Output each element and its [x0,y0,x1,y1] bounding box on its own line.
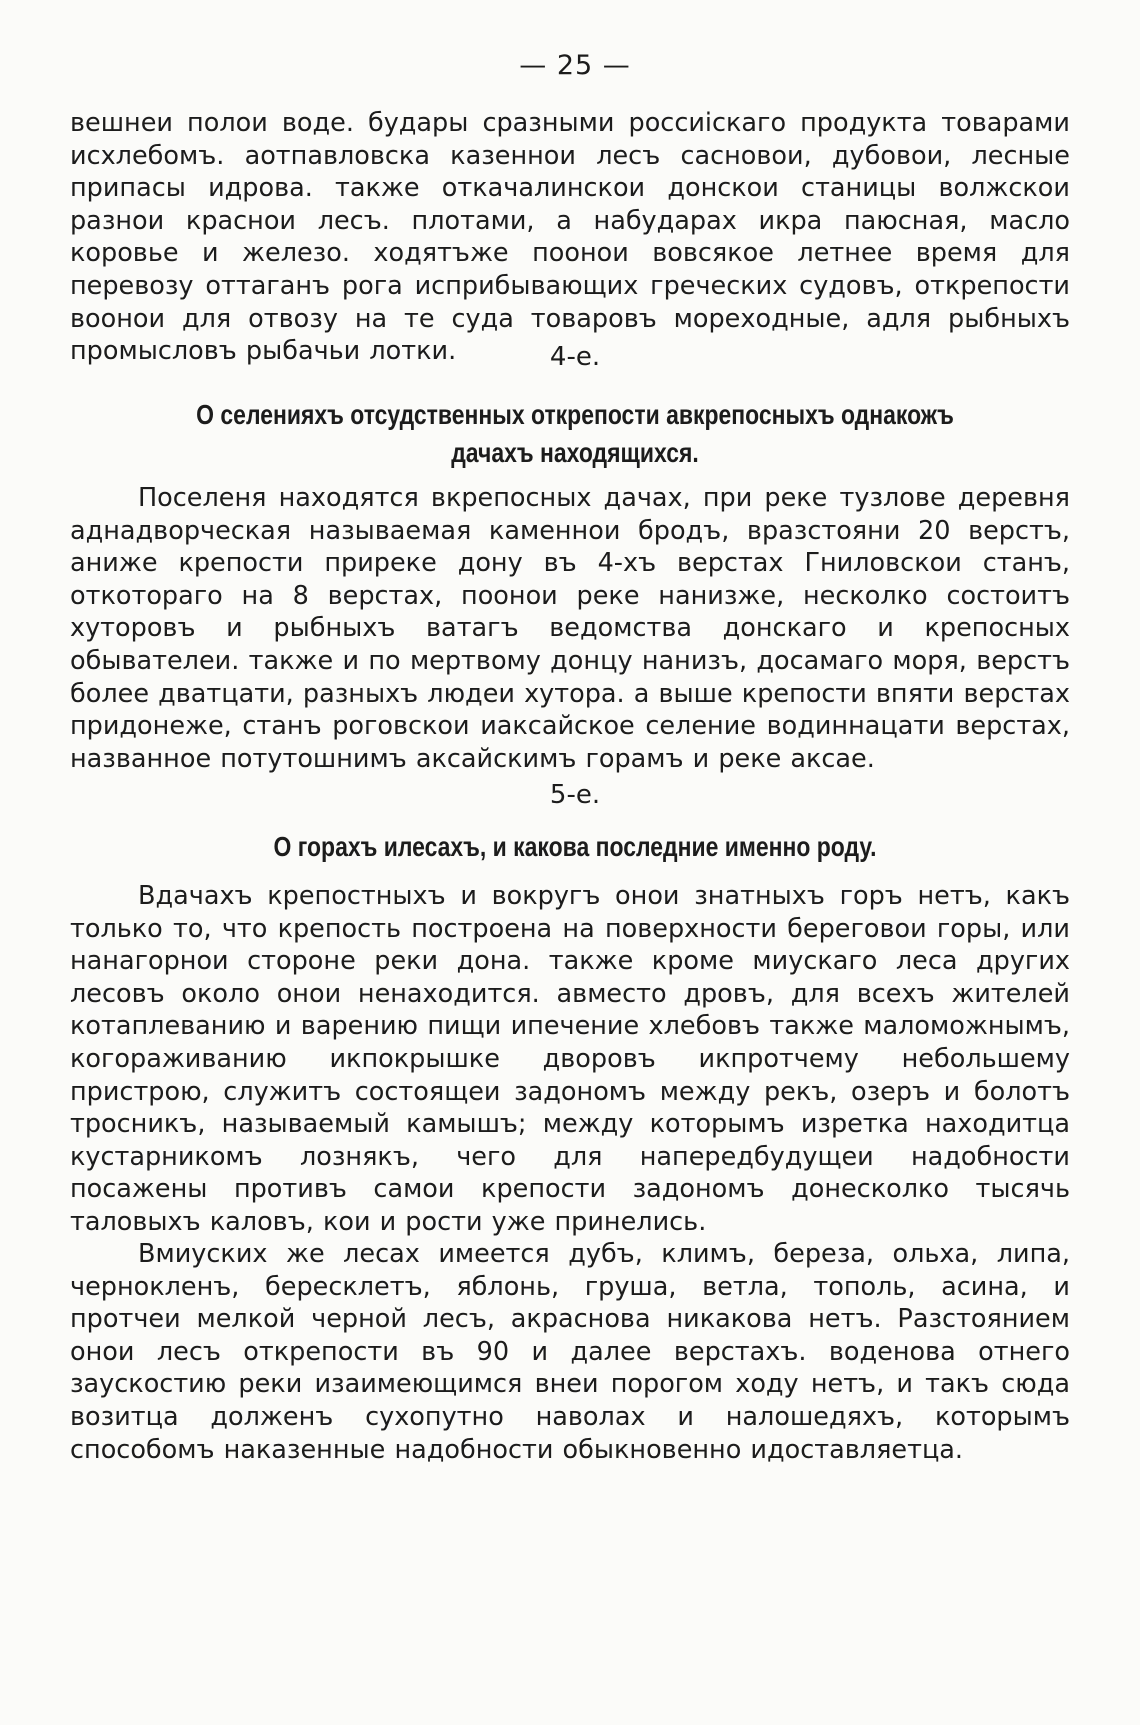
section-heading-5: О горахъ илесахъ, и какова последние именно роду. [273,831,877,862]
section-number-4: 4-е. [549,342,601,372]
paragraph-continued: вешнеи полои воде. будары сразными россиіскаго продукта товарами исхлебомъ. аотпавловска казеннои лесъ сасновои, дубовои, лесные припасы идрова. также откачалинскои донскои станицы волжскои разнои краснои лесъ. плотами, а набударах икра паюсная, масло коровье и железо. ходятъже поонои вовсякое летнее время для перевозу оттаганъ рога исприбывающих греческих судовъ, открепости воонои для отвозу на те суда товаровъ мореходные, адля рыбныхъ промысловъ рыбачьи лотки. [70,108,1070,367]
section-heading-4: О селенияхъ отсудственных открепости авкрепосныхъ однакожъ дачахъ находящихся. [196,399,954,468]
section-5-paragraph-1: Вдачахъ крепостныхъ и вокругъ онои знатныхъ горъ нетъ, какъ только то, что крепость построена на поверхности береговои горы, или нанагорнои стороне реки дона. также кроме миускаго леса других лесовъ около онои ненаходится. авместо дровъ, для всехъ жителей котаплеванию и варению пищи ипечение хлебовъ также маломожнымъ, когораживанию икпокрышке дворовъ икпротчему небольшему пристрою, служитъ состоящеи задономъ между рекъ, озеръ и болотъ тросникъ, называемый камышъ; между которымъ изретка находитца кустарникомъ лознякъ, чего для напередбудущеи надобности посажены противъ самои крепости задономъ донесколко тысячь таловыхъ каловъ, кои и рости уже принелись. [70,881,1070,1237]
section-4-paragraph: Поселеня находятся вкрепосных дачах, при реке тузлове деревня аднадворческая называемая каменнои бродъ, вразстояни 20 верстъ, аниже крепости прирeке дону въ 4-хъ верстах Гниловскои станъ, откотораго на 8 верстах, поонои реке нанизже, несколко состоитъ хуторовъ и рыбныхъ ватагъ ведомства донскаго и крепосных обывателеи. также и по мертвому донцу нанизъ, досамаго моря, верстъ более дватцати, разныхъ людеи хутора. а выше крепости впяти верстах придонеже, станъ роговскои иаксайское селение водиннацати верстах, названное потутошнимъ аксайскимъ горамъ и реке аксае. [70,483,1070,774]
section-number-5: 5-е. [549,780,601,810]
page-number: — 25 — [519,50,631,81]
document-page [70,0,1080,1725]
section-5-paragraph-2: Вмиуских же лесах имеется дубъ, климъ, береза, ольха, липа, чернокленъ, бересклетъ, яблонь, груша, ветла, тополь, асина, и протчеи мелкой черной лесъ, акраснова никакова нетъ. Разстоянием онои лесъ открепости въ 90 и далее верстахъ. воденова отнего заускостию реки изаимеющимся внеи порогом ходу нетъ, и такъ сюда возитца долженъ сухопутно наволах и налошедяхъ, которымъ способомъ наказенные надобности обыкновенно идоставляетца. [70,1239,1070,1465]
